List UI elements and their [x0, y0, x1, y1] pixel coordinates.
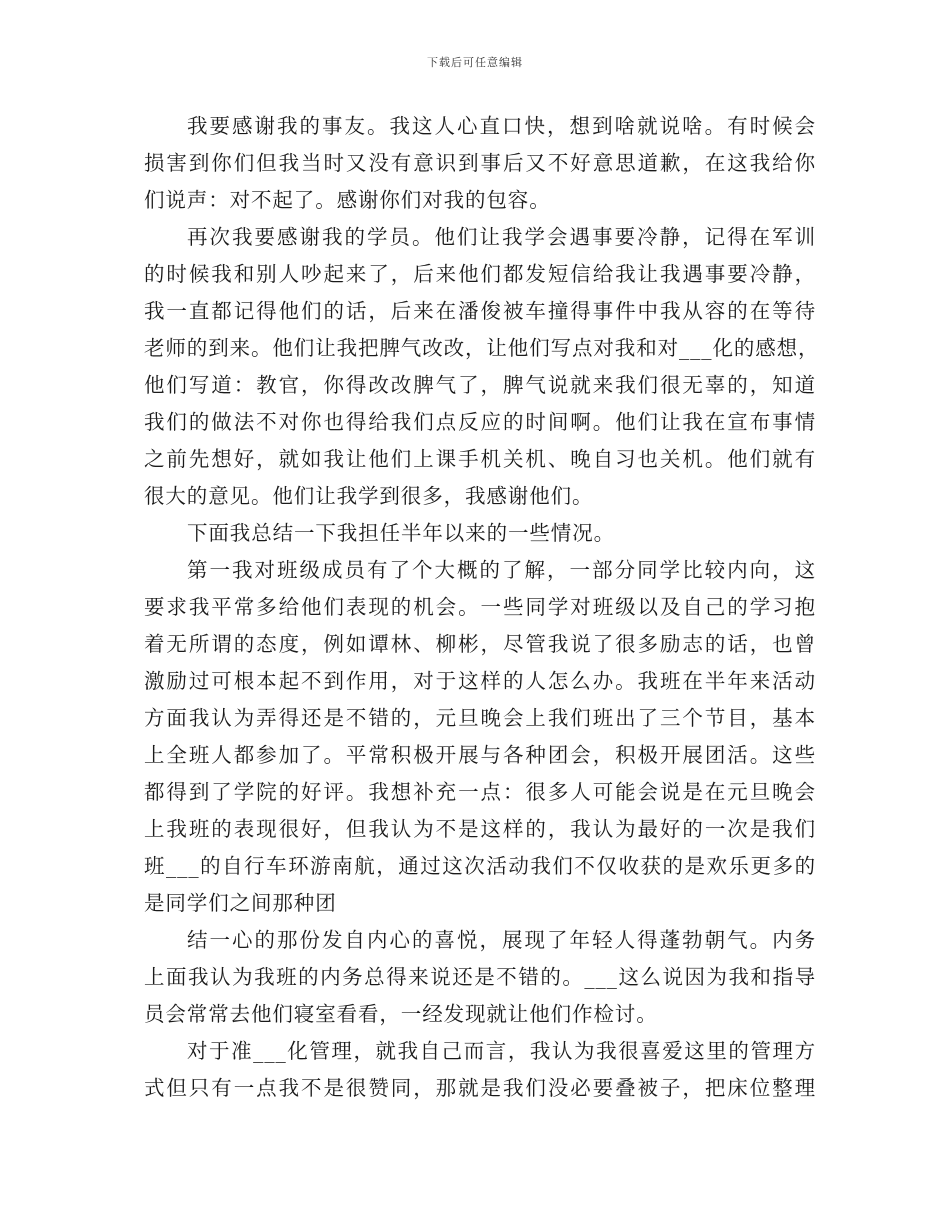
- text-line: 方面我认为弄得还是不错的，元旦晚会上我们班出了三个节目，基本: [144, 706, 816, 730]
- text-line: 损害到你们但我当时又没有意识到事后又不好意思道歉，在这我给你: [144, 151, 816, 175]
- text-line: 老师的到来。他们让我把脾气改改，让他们写点对我和对___化的感想，: [144, 336, 820, 360]
- text-line: 都得到了学院的好评。我想补充一点：很多人可能会说是在元旦晚会: [144, 780, 816, 804]
- text-line: 是同学们之间那种团: [144, 891, 337, 915]
- text-line: 我要感谢我的事友。我这人心直口快，想到啥就说啥。有时候会: [187, 114, 816, 138]
- text-line: 式但只有一点我不是很赞同，那就是我们没必要叠被子，把床位整理: [144, 1076, 816, 1100]
- text-line: 对于准___化管理，就我自己而言，我认为我很喜爱这里的管理方: [187, 1039, 816, 1063]
- text-line: 班___的自行车环游南航，通过这次活动我们不仅收获的是欢乐更多的: [144, 854, 816, 878]
- text-line: 我们的做法不对你也得给我们点反应的时间啊。他们让我在宣布事情: [144, 410, 816, 434]
- text-line: 员会常常去他们寝室看看，一经发现就让他们作检讨。: [144, 1002, 658, 1026]
- text-line: 要求我平常多给他们表现的机会。一些同学对班级以及自己的学习抱: [144, 595, 816, 619]
- document-body: [144, 108, 820, 1107]
- page-header: 下载后可任意编辑: [427, 56, 523, 69]
- text-line: 之前先想好，就如我让他们上课手机关机、晚自习也关机。他们就有: [144, 447, 816, 471]
- text-line: 们说声：对不起了。感谢你们对我的包容。: [144, 188, 551, 212]
- text-line: 我一直都记得他们的话，后来在潘俊被车撞得事件中我从容的在等待: [144, 299, 816, 323]
- text-line: 上面我认为我班的内务总得来说还是不错的。___这么说因为我和指导: [144, 965, 816, 989]
- text-line: 的时候我和别人吵起来了，后来他们都发短信给我让我遇事要冷静，: [144, 262, 816, 286]
- text-line: 下面我总结一下我担任半年以来的一些情况。: [187, 521, 615, 545]
- text-line: 很大的意见。他们让我学到很多，我感谢他们。: [144, 484, 594, 508]
- text-line: 着无所谓的态度，例如谭林、柳彬，尽管我说了很多励志的话，也曾: [144, 632, 816, 656]
- text-line: 上我班的表现很好，但我认为不是这样的，我认为最好的一次是我们: [144, 817, 816, 841]
- text-line: 上全班人都参加了。平常积极开展与各种团会，积极开展团活。这些: [144, 743, 816, 767]
- text-line: 激励过可根本起不到作用，对于这样的人怎么办。我班在半年来活动: [144, 669, 816, 693]
- text-line: 他们写道：教官，你得改改脾气了，脾气说就来我们很无辜的，知道: [144, 373, 816, 397]
- text-line: 第一我对班级成员有了个大概的了解，一部分同学比较内向，这: [187, 558, 816, 582]
- text-line: 再次我要感谢我的学员。他们让我学会遇事要冷静，记得在军训: [187, 225, 816, 249]
- text-line: 结一心的那份发自内心的喜悦，展现了年轻人得蓬勃朝气。内务: [187, 928, 816, 952]
